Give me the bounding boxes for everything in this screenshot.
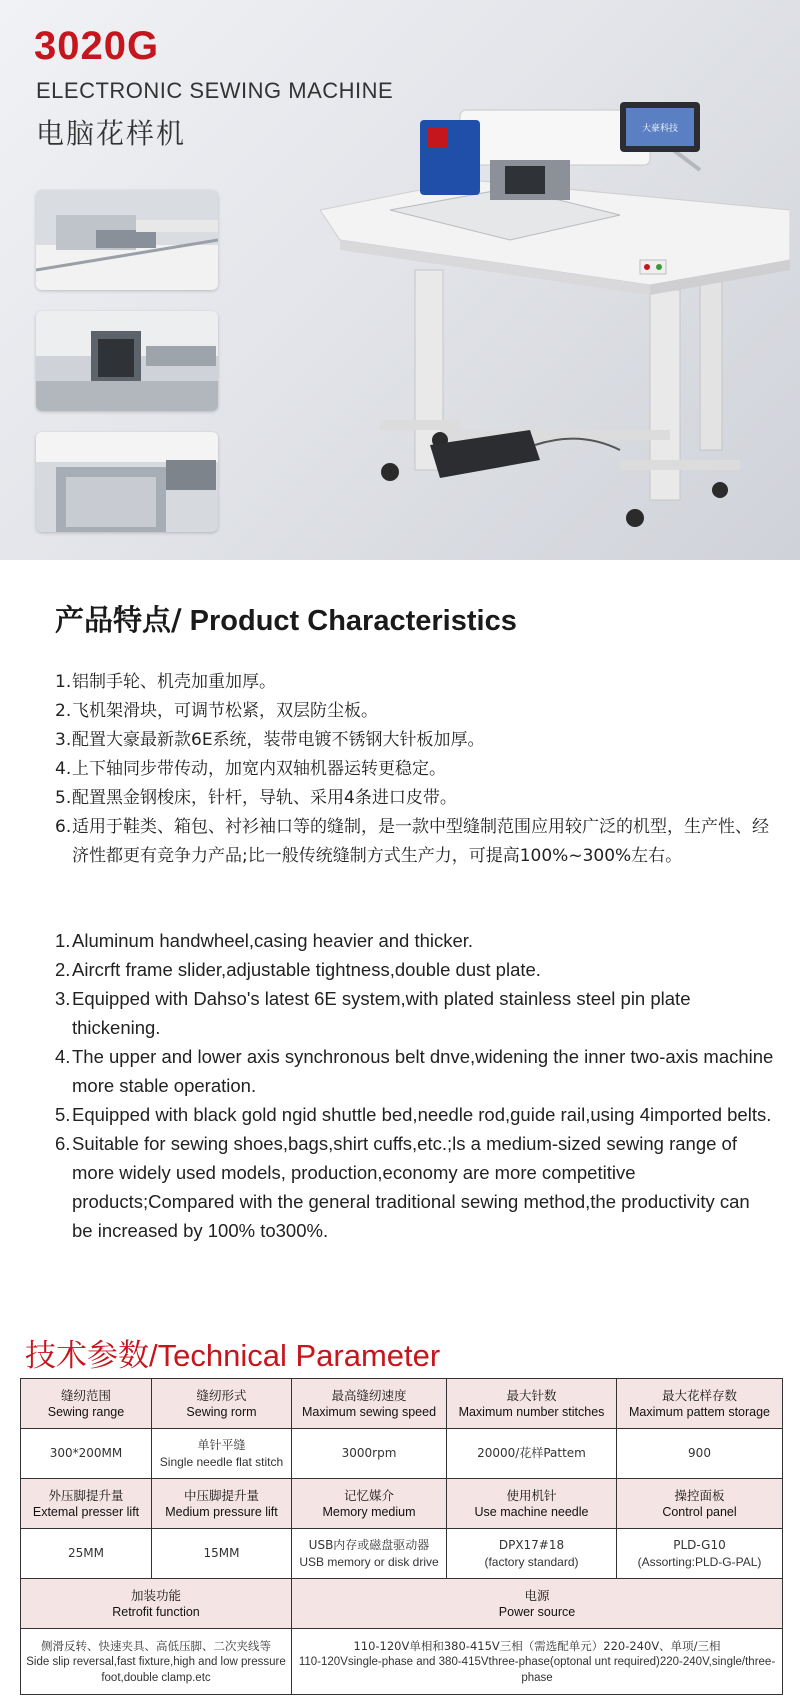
- table-row: [21, 1629, 783, 1695]
- table-header-cell: 使用机针 Use machine needle: [447, 1479, 617, 1529]
- list-item: [55, 926, 775, 955]
- table-row: [21, 1529, 783, 1579]
- table-cell: 300*200MM: [21, 1429, 152, 1479]
- list-item-number: 6.: [55, 817, 72, 837]
- list-item-number: 4.: [55, 759, 72, 779]
- hero-banner: [0, 0, 800, 560]
- list-item: [55, 955, 775, 984]
- table-header-cell: 最大花样存数 Maximum pattem storage: [617, 1379, 783, 1429]
- list-item: [55, 697, 775, 726]
- table-cell: 25MM: [21, 1529, 152, 1579]
- list-item-number: 2.: [55, 959, 71, 980]
- list-item-text: 上下轴同步带传动，加宽内双轴机器运转更稳定。: [72, 759, 446, 779]
- screen-logo-text: 大豪科技: [641, 124, 679, 134]
- list-item-number: 3.: [55, 988, 71, 1009]
- characteristics-list-en: [55, 926, 775, 1245]
- list-item-text: Equipped with Dahso's latest 6E system,with plated stainless steel pin plate thickening.: [72, 988, 691, 1038]
- list-item-text: Suitable for sewing shoes,bags,shirt cuffs,etc.;ls a medium-sized sewing range of more widely used models, production,economy are more competitive products;Compared with the general traditional sewing method,the productivity can be increased by 100% to300%.: [72, 1133, 750, 1241]
- list-item-text: 配置大豪最新款6E系统，装带电镀不锈钢大针板加厚。: [72, 730, 485, 750]
- list-item-number: 1.: [55, 672, 72, 692]
- product-subtitle-cn: 电脑花样机: [36, 117, 187, 150]
- list-item-text: Equipped with black gold ngid shuttle bed,needle rod,guide rail,using 4imported belts.: [72, 1104, 772, 1125]
- table-cell: 侧滑反转、快速夹具、高低压脚、二次夹线等 Side slip reversal,fast fixture,high and low pressure foot,double clamp.etc: [21, 1629, 292, 1695]
- table-cell: 900: [617, 1429, 783, 1479]
- detail-photo-plate: [36, 432, 218, 532]
- table-header-cell: 缝纫形式 Sewing rorm: [152, 1379, 292, 1429]
- list-item: [55, 1129, 775, 1245]
- list-item-number: 2.: [55, 701, 72, 721]
- characteristics-heading-en: Product Characteristics: [181, 605, 517, 637]
- list-item: [55, 1100, 775, 1129]
- sewing-machine-illustration: [320, 100, 790, 540]
- list-item-text: The upper and lower axis synchronous belt dnve,widening the inner two-axis machine more stable operation.: [72, 1046, 774, 1096]
- list-item-text: 铝制手轮、机壳加重加厚。: [72, 672, 276, 692]
- technical-parameter-heading: 技术参数/Technical Parameter: [25, 1338, 441, 1373]
- characteristics-heading: [55, 598, 517, 639]
- list-item-number: 5.: [55, 788, 72, 808]
- list-item-text: 适用于鞋类、箱包、衬衫袖口等的缝制，是一款中型缝制范围应用较广泛的机型，生产性、经济性都更有竞争力产品;比一般传统缝制方式生产力，可提高100%~300%左右。: [72, 817, 769, 866]
- characteristics-heading-cn: 产品特点/: [55, 603, 182, 637]
- table-header-cell: 中压脚提升量 Medium pressure lift: [152, 1479, 292, 1529]
- technical-parameter-table: [20, 1378, 783, 1695]
- table-header-cell: 记忆媒介 Memory medium: [292, 1479, 447, 1529]
- table-row: [21, 1429, 783, 1479]
- list-item: [55, 668, 775, 697]
- table-cell: 110-120V单相和380-415V三相（需选配单元）220-240V、单项/三相 110-120Vsingle-phase and 380-415Vthree-phase(optonal unt required)220-240V,single/three-phase: [292, 1629, 783, 1695]
- detail-photo-handwheel: [36, 190, 218, 290]
- table-header-cell: 最高缝纫速度 Maximum sewing speed: [292, 1379, 447, 1429]
- list-item: [55, 784, 775, 813]
- characteristics-list-cn: [55, 668, 775, 871]
- list-item-text: Aircrft frame slider,adjustable tightness,double dust plate.: [72, 959, 541, 980]
- table-cell: 单针平缝 Single needle flat stitch: [152, 1429, 292, 1479]
- table-header-cell: 加装功能 Retrofit function: [21, 1579, 292, 1629]
- list-item: [55, 813, 775, 871]
- list-item: [55, 984, 775, 1042]
- product-subtitle-en: ELECTRONIC SEWING MACHINE: [36, 78, 394, 103]
- list-item-number: 1.: [55, 930, 71, 951]
- table-header-cell: 最大针数 Maximum number stitches: [447, 1379, 617, 1429]
- list-item: [55, 1042, 775, 1100]
- detail-photo-clamp: [36, 311, 218, 411]
- list-item-number: 4.: [55, 1046, 71, 1067]
- table-header-row: [21, 1479, 783, 1529]
- list-item-number: 3.: [55, 730, 72, 750]
- table-header-cell: 外压脚提升量 Extemal presser lift: [21, 1479, 152, 1529]
- table-cell: USB内存或磁盘驱动器 USB memory or disk drive: [292, 1529, 447, 1579]
- table-header-row: [21, 1379, 783, 1429]
- table-cell: 15MM: [152, 1529, 292, 1579]
- table-header-cell: 操控面板 Control panel: [617, 1479, 783, 1529]
- table-cell: PLD-G10 (Assorting:PLD-G-PAL): [617, 1529, 783, 1579]
- list-item-text: 配置黑金钢梭床，针杆，导轨、采用4条进口皮带。: [72, 788, 457, 808]
- list-item-number: 6.: [55, 1133, 71, 1154]
- list-item: [55, 726, 775, 755]
- table-cell: 3000rpm: [292, 1429, 447, 1479]
- table-header-cell: 电源 Power source: [292, 1579, 783, 1629]
- table-header-cell: 缝纫范围 Sewing range: [21, 1379, 152, 1429]
- list-item-text: Aluminum handwheel,casing heavier and thicker.: [72, 930, 474, 951]
- list-item-number: 5.: [55, 1104, 71, 1125]
- table-cell: DPX17#18 (factory standard): [447, 1529, 617, 1579]
- list-item-text: 飞机架滑块，可调节松紧，双层防尘板。: [72, 701, 378, 721]
- table-cell: 20000/花样Pattem: [447, 1429, 617, 1479]
- table-header-row: [21, 1579, 783, 1629]
- model-title: 3020G: [34, 24, 160, 68]
- list-item: [55, 755, 775, 784]
